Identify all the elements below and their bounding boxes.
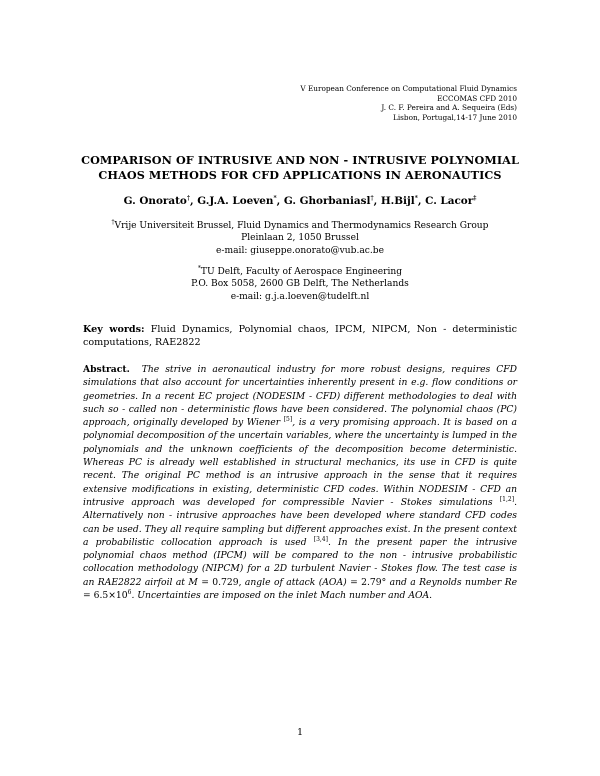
conference-header (300, 84, 517, 122)
author-list: G. Onorato†, G.J.A. Loeven*, G. Ghorbaniasl†, H.Bijl*, C. Lacor‡ (123, 195, 477, 207)
affiliation-address: Pleinlaan 2, 1050 Brussel (241, 233, 359, 244)
airfoil-name: RAE2822 (97, 576, 142, 588)
author-name: G.J.A. Loeven (197, 195, 274, 207)
math-value: = 2.79° (350, 576, 387, 588)
abstract-text: , is a very promising approach. It is based on a polynomial decomposition of the uncertain variables, where the uncertainty is lumped in the polynomials and the unknown coefficients of the decomposition become deterministic. Whereas PC is already well established in structural mechanics, its use in CFD is quite recent. The original PC method is an intrusive approach in the sense that it requires extensive modifications in existing, deterministic CFD codes. Within NODESIM - CFD an intrusive approach was developed for compressible Navier - Stokes simulations (83, 417, 517, 508)
author-mark: * (273, 195, 277, 202)
affiliation-email: e-mail: giuseppe.onorato@vub.ac.be (216, 245, 384, 256)
affiliation-vub (60, 220, 540, 257)
affiliation-institution: Vrije Universiteit Brussel, Fluid Dynamics and Thermodynamics Research Group (114, 221, 489, 231)
author-name: G. Onorato (123, 195, 187, 207)
abstract-text: . In the present paper the intrusive polynomial chaos method (IPCM) will be compared to the non - intrusive probabilistic collocation methodology (NIPCM) for a 2D turbulent Navier - Stokes flow. The test case is an (83, 536, 518, 588)
author-name: H.Bijl (380, 195, 415, 207)
math-exponent: 6 (127, 589, 132, 597)
abstract-text: angle of attack (AOA) (244, 576, 347, 588)
title-line-2: CHAOS METHODS FOR CFD APPLICATIONS IN AERONAUTICS (98, 168, 502, 182)
page-number: 1 (296, 727, 304, 738)
conference-editors: J. C. F. Pereira and A. Sequeira (Eds) (381, 103, 517, 113)
conference-name: V European Conference on Computational Fluid Dynamics (300, 84, 517, 93)
affiliation-mark: † (111, 219, 115, 226)
title-line-1: COMPARISON OF INTRUSIVE AND NON - INTRUSIVE POLYNOMIAL (81, 153, 519, 167)
math-symbol: M (188, 576, 198, 588)
keywords-section (83, 323, 517, 349)
conference-short-name: ECCOMAS CFD 2010 (437, 93, 517, 103)
math-value: = 0.729, (201, 576, 242, 588)
math-symbol: Re (504, 576, 518, 588)
paper-title (64, 153, 536, 183)
author-mark: † (186, 195, 190, 202)
abstract-text: and a Reynolds number (389, 576, 502, 588)
affiliation-mark: * (197, 265, 201, 272)
author-mark: * (414, 195, 418, 202)
abstract-section (83, 363, 517, 602)
keywords-text: Fluid Dynamics, Polynomial chaos, IPCM, NIPCM, Non - deterministic computations, RAE2822 (83, 324, 517, 349)
conference-location-date: Lisbon, Portugal,14-17 June 2010 (392, 112, 517, 122)
citation: [3,4] (313, 535, 328, 543)
abstract-text: . Uncertainties are imposed on the inlet Mach number and AOA. (131, 590, 433, 602)
math-value: = 6.5×10 (83, 590, 128, 602)
keywords-label: Key words: (83, 324, 145, 335)
author-mark: ‡ (473, 195, 477, 202)
author-name: G. Ghorbaniasl (283, 195, 371, 207)
author-mark: † (370, 195, 374, 202)
abstract-label: Abstract. (83, 364, 130, 375)
abstract-text: . Alternatively non - intrusive approaches have been developed where standard CFD codes can be used. They all require sampling but different approaches exist. In the present context a probabilistic collocation approach is used (83, 496, 517, 548)
affiliation-tudelft (60, 266, 540, 303)
affiliation-institution: TU Delft, Faculty of Aerospace Engineering (200, 267, 403, 277)
affiliation-address: P.O. Box 5058, 2600 GB Delft, The Netherlands (191, 279, 409, 290)
affiliation-email: e-mail: g.j.a.loeven@tudelft.nl (230, 291, 370, 302)
author-name: C. Lacor (425, 195, 474, 207)
citation: [5] (283, 416, 293, 424)
abstract-text: The strive in aeronautical industry for more robust designs, requires CFD simulations that also account for uncertainties inherently present in e.g. flow conditions or geometries. In a recent EC project (NODESIM - CFD) different methodologies to deal with such so - called non - deterministic flows have been considered. The polynomial chaos (PC) approach, originally developed by Wiener (83, 364, 518, 429)
citation: [1,2] (499, 495, 515, 503)
abstract-text: airfoil at (144, 576, 185, 588)
